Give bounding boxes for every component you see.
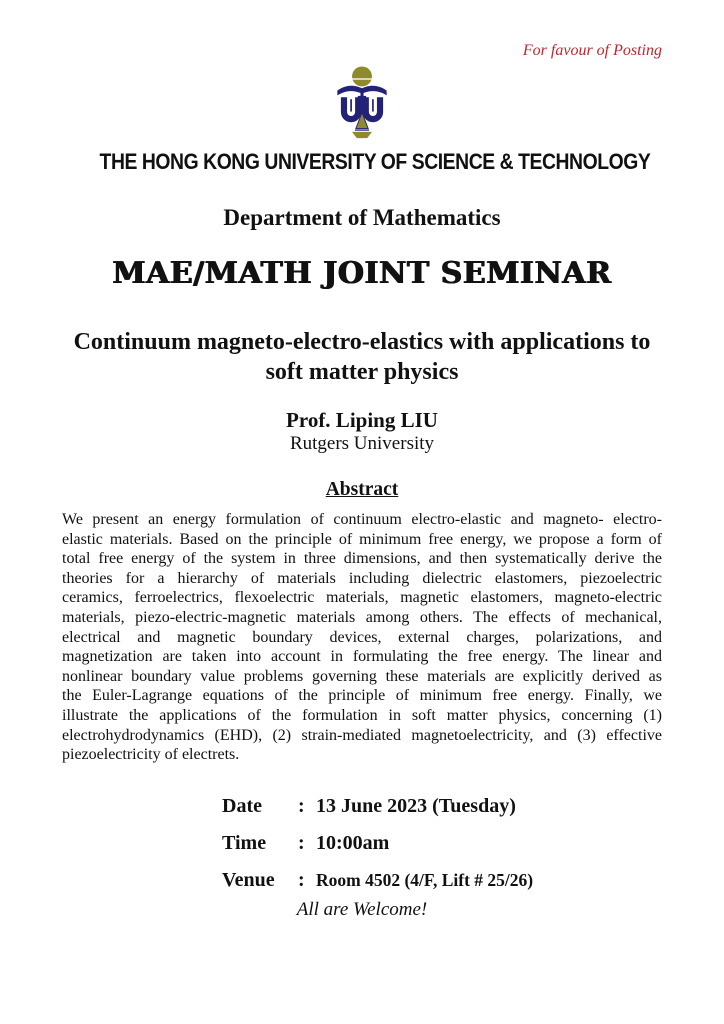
detail-colon: : [298,831,305,854]
seminar-series-title: MAE/MATH JOINT SEMINAR [112,256,612,291]
detail-value-venue: Room 4502 (4/F, Lift # 25/26) [316,869,534,890]
detail-colon: : [298,794,305,817]
logo-container [62,66,662,140]
abstract-line: theories for a hierarchy of materials including dielectric elastomers, piezoelectric [62,569,662,587]
abstract-line: nonlinear boundary value problems governing these materials are explicitly derived as [62,667,662,685]
abstract-heading-text: Abstract [325,479,399,500]
posting-note: For favour of Posting [522,42,662,59]
abstract-heading [62,478,662,501]
abstract-line: materials, piezo-electric-magnetic materials among others. The effects of mechanical, [62,608,662,626]
abstract-line: elastic materials. Based on the principle of minimum free energy, we propose a form of [62,530,662,548]
speaker-name: Prof. Liping LIU [286,408,438,432]
detail-value-time: 10:00am [316,831,390,854]
welcome-note: All are Welcome! [296,898,428,920]
abstract-paragraph [62,510,662,765]
university-name [62,149,662,175]
talk-title-line1: Continuum magneto-electro-elastics with applications to [73,329,651,355]
talk-title [62,328,662,387]
abstract-line: electrical and magnetic boundary devices, external charges, polarizations, and [62,628,662,646]
abstract-line: illustrate the applications of the formulation in soft matter physics, concerning (1) [62,706,662,724]
detail-label-venue: Venue [222,868,275,891]
abstract-line: ceramics, ferroelectrics, flexoelectric materials, magnetic elastomers, magneto-electric [62,589,662,607]
logo-sun [351,66,373,86]
department-name: Department of Mathematics [223,205,501,230]
poster-content [62,0,662,921]
speaker-affiliation: Rutgers University [289,433,435,454]
abstract-line: We present an energy formulation of continuum electro-elastic and magneto- electro- [62,511,662,528]
detail-label-time: Time [222,831,267,854]
detail-value-date: 13 June 2023 (Tuesday) [316,794,516,817]
talk-title-line2: soft matter physics [265,358,459,385]
abstract-line: total free energy of the system in three dimensions, and then systematically derive the [62,550,662,568]
abstract-line: the Euler-Lagrange equations of the principle of minimum free energy. Finally, we [62,687,662,705]
abstract-line: piezoelectricity of electrets. [62,746,240,764]
abstract-line: electrohydrodynamics (EHD), (2) strain-mediated magnetoelectricity, and (3) effective [62,726,662,744]
hkust-logo-icon [333,66,391,140]
detail-label-date: Date [222,794,262,817]
abstract-line: magnetization are taken into account in formulating the free energy. The linear and [62,648,662,666]
event-details-table [222,795,662,891]
detail-colon: : [298,868,305,891]
university-name-text: THE HONG KONG UNIVERSITY OF SCIENCE & TECHNOLOGY [99,149,651,174]
